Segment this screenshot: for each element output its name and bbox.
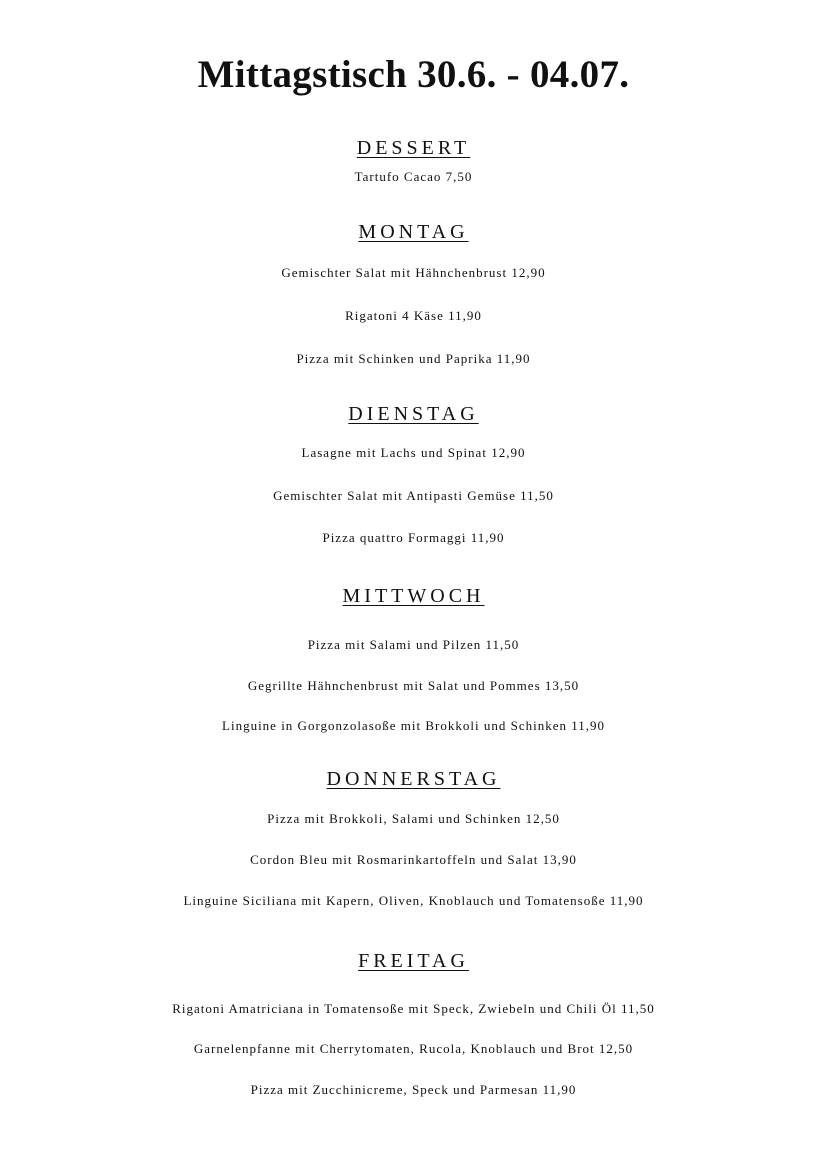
menu-item: Linguine Siciliana mit Kapern, Oliven, Knoblauch und Tomatensoße 11,90	[183, 893, 644, 908]
menu-item: Rigatoni Amatriciana in Tomatensoße mit Speck, Zwiebeln und Chili Öl 11,50	[172, 1001, 655, 1016]
menu-item: Rigatoni 4 Käse 11,90	[345, 308, 482, 323]
section-heading-donnerstag: DONNERSTAG	[326, 768, 501, 790]
section-heading-mittwoch: MITTWOCH	[342, 585, 485, 607]
section-heading-montag: MONTAG	[358, 221, 469, 243]
menu-item: Pizza mit Brokkoli, Salami und Schinken 12,50	[267, 811, 560, 826]
menu-item: Tartufo Cacao 7,50	[354, 169, 473, 184]
menu-item: Gemischter Salat mit Antipasti Gemüse 11,50	[273, 488, 554, 503]
menu-item: Cordon Bleu mit Rosmarinkartoffeln und Salat 13,90	[250, 852, 577, 867]
menu-item: Linguine in Gorgonzolasoße mit Brokkoli und Schinken 11,90	[222, 718, 605, 733]
section-heading-dessert: DESSERT	[356, 137, 471, 159]
menu-item: Pizza mit Zucchinicreme, Speck und Parmesan 11,90	[250, 1082, 577, 1097]
menu-item: Gegrillte Hähnchenbrust mit Salat und Pommes 13,50	[247, 678, 580, 693]
menu-item: Lasagne mit Lachs und Spinat 12,90	[301, 445, 526, 460]
menu-item: Garnelenpfanne mit Cherrytomaten, Rucola, Knoblauch und Brot 12,50	[193, 1041, 634, 1056]
section-heading-freitag: FREITAG	[358, 950, 469, 972]
menu-item: Pizza quattro Formaggi 11,90	[322, 530, 505, 545]
section-heading-dienstag: DIENSTAG	[348, 403, 479, 425]
menu-item: Pizza mit Salami und Pilzen 11,50	[307, 637, 520, 652]
menu-item: Gemischter Salat mit Hähnchenbrust 12,90	[281, 265, 546, 280]
page-title: Mittagstisch 30.6. - 04.07.	[197, 53, 630, 96]
menu-item: Pizza mit Schinken und Paprika 11,90	[296, 351, 531, 366]
